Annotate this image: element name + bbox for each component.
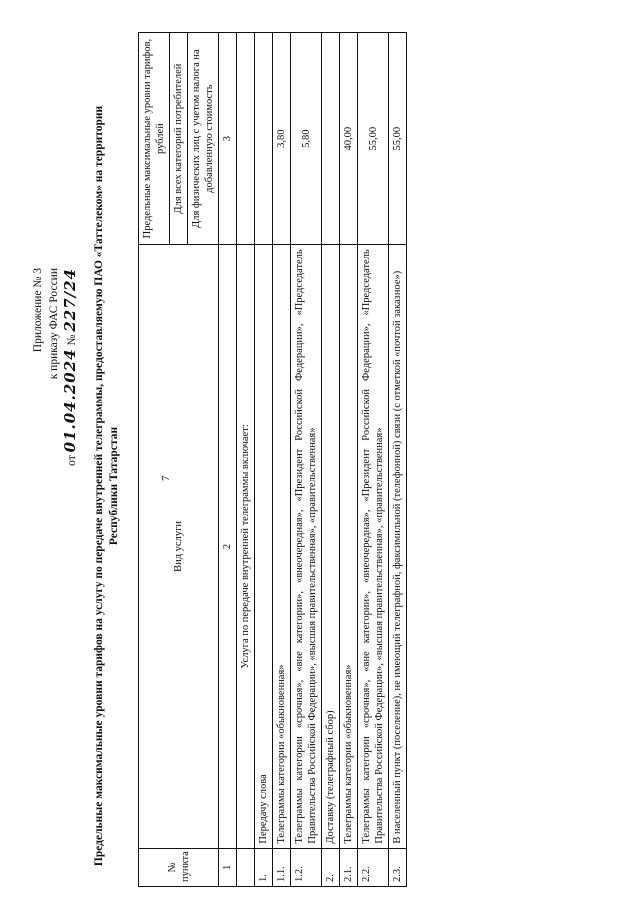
header-price-all: Для всех категорий потребителей [170,33,188,245]
table-body [255,33,407,887]
table-row [358,33,389,887]
handwritten-date: 01.04.2024 [61,348,79,453]
handwritten-number: 227/24 [61,268,79,332]
row-service-text: Доставку (телеграфный сбор) [322,245,340,848]
number-sign: № [66,334,78,346]
appendix-order-ref: к приказу ФАС России [48,268,60,380]
row-service-text: Телеграммы категории «обыкновенная» [273,245,291,848]
table-row [389,33,407,887]
tariff-table [138,32,407,887]
row-price [322,33,340,245]
table-row [340,33,358,887]
row-price: 40,00 [340,33,358,245]
document-title: Предельные максимальные уровни тарифов на услугу по передаче внутренней телеграммы, предоставляемую ПАО «Таттелеком» на территории Республики Татарстан [93,105,120,867]
row-number: 2.1. [340,848,358,886]
index-cell: 1 [219,848,237,886]
appendix-header [30,268,80,466]
header-price-individuals: Для физических лиц с учетом налога на добавленную стоимость [188,33,219,245]
row-price: 55,00 [389,33,407,245]
row-service-text: Телеграммы категории «обыкновенная» [340,245,358,848]
row-service-text: В населенный пункт (поселение), не имеющий телеграфной, факсимильной (телефонной) связи (с отметкой «почтой заказное») [389,245,407,848]
header-num: № пункта [139,848,219,886]
row-price: 55,00 [358,33,389,245]
row-price: 5,80 [291,33,322,245]
row-service-text: Передачу слова [255,245,273,848]
row-price [255,33,273,245]
row-number: 2. [322,848,340,886]
header-service: Вид услуги [139,245,219,848]
row-price: 3,80 [273,33,291,245]
header-price-group: Предельные максимальные уровни тарифов, рублей [139,33,170,245]
table-index-row [219,33,237,887]
table-row [291,33,322,887]
table-header-row [139,33,170,887]
table-row [255,33,273,887]
row-number: 2.3. [389,848,407,886]
row-number: 1.2. [291,848,322,886]
date-prefix: от [66,455,78,466]
table-row [322,33,340,887]
index-cell: 3 [219,33,237,245]
section-title-row [237,33,255,887]
row-number: 1.1. [273,848,291,886]
table-row [273,33,291,887]
appendix-title: Приложение № 3 [32,268,44,353]
row-number: 1. [255,848,273,886]
section-title: Услуга по передаче внутренней телеграммы включает: [237,245,255,848]
row-service-text: Телеграммы категории «срочная», «вне категории», «внеочередная», «Президент Российской Федерации», «Председатель Правительства Российской Федерации», «высшая правительственная», «правительственная» [291,245,322,848]
row-number: 2.2. [358,848,389,886]
index-cell: 2 [219,245,237,848]
row-service-text: Телеграммы категории «срочная», «вне категории», «внеочередная», «Президент Российской Федерации», «Председатель Правительства Российской Федерации», «высшая правительственная», «правительственная» [358,245,389,848]
appendix-date-line [62,268,80,466]
page-number: 7 [160,475,172,481]
